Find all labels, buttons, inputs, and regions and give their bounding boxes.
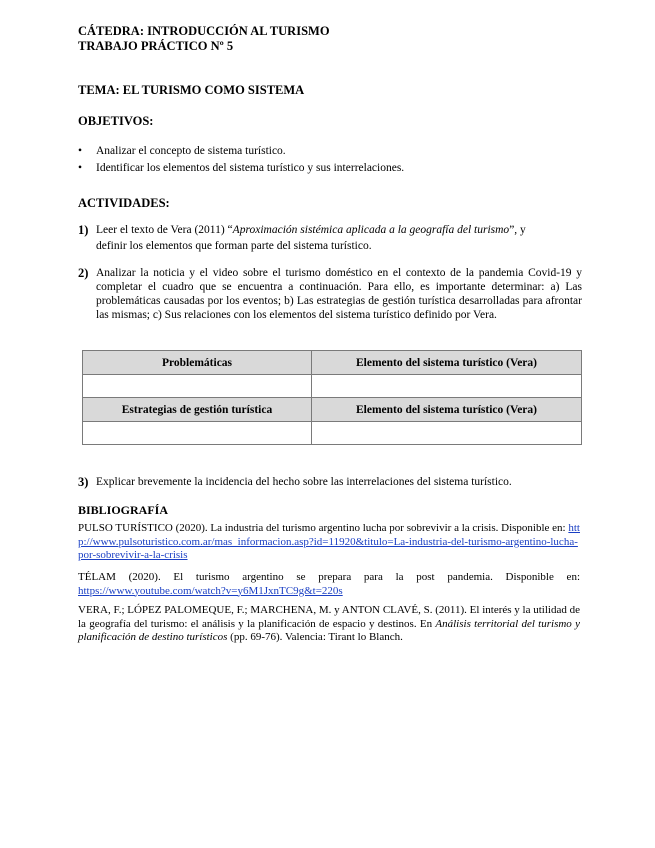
- table-header-cell: Estrategias de gestión turística: [83, 398, 312, 422]
- activity-1-line2: definir los elementos que forman parte del sistema turístico.: [96, 240, 372, 252]
- activity-3-text: Explicar brevemente la incidencia del hecho sobre las interrelaciones del sistema turístico.: [96, 476, 512, 488]
- table-empty-cell[interactable]: [312, 422, 582, 445]
- table-row: [83, 375, 582, 398]
- table-row: [83, 398, 582, 422]
- tema-heading: TEMA: EL TURISMO COMO SISTEMA: [78, 83, 305, 97]
- bibliografia-heading: BIBLIOGRAFÍA: [78, 503, 169, 517]
- reference-1-text: PULSO TURÍSTICO (2020). La industria del turismo argentino lucha por sobrevivir a la crisis. Disponible en:: [78, 522, 569, 534]
- reference-1: [78, 522, 580, 563]
- table-empty-cell[interactable]: [83, 375, 312, 398]
- activity-number: 2): [78, 266, 89, 280]
- activity-table: [82, 350, 582, 445]
- catedra-value: : INTRODUCCIÓN AL TURISMO: [139, 24, 330, 38]
- bullet-icon: •: [78, 145, 83, 157]
- table-empty-cell[interactable]: [312, 375, 582, 398]
- tp-title: TRABAJO PRÁCTICO Nº 5: [78, 39, 234, 53]
- activity-number: 1): [78, 223, 89, 237]
- reference-3-italic: Análisis territorial del turismo y planificación de destino turísticos: [78, 617, 580, 643]
- activity-3: [78, 475, 582, 489]
- activity-body: [96, 223, 582, 253]
- reference-2-text: TÉLAM (2020). El turismo argentino se prepara para la post pandemia. Disponible en:: [78, 571, 580, 583]
- list-item: [78, 143, 618, 160]
- activity-number: 3): [78, 475, 89, 489]
- list-item: [78, 160, 618, 177]
- objetivos-list: [78, 143, 618, 177]
- table-empty-cell[interactable]: [83, 422, 312, 445]
- bullet-icon: •: [78, 162, 83, 174]
- activity-1-title: Aproximación sistémica aplicada a la geografía del turismo: [232, 224, 510, 236]
- reference-3-end: (pp. 69-76). Valencia: Tirant lo Blanch.: [227, 631, 403, 643]
- table-header-cell: Problemáticas: [83, 351, 312, 375]
- catedra-label: CÁTEDRA: [78, 24, 140, 38]
- table-header-cell: Elemento del sistema turístico (Vera): [312, 351, 582, 375]
- objetivo-text: Identificar los elementos del sistema turístico y sus interrelaciones.: [96, 162, 405, 174]
- activity-1-post: ”, y: [509, 224, 526, 236]
- objetivos-heading: OBJETIVOS:: [78, 114, 154, 128]
- activity-2-text: Analizar la noticia y el video sobre el turismo doméstico en el contexto de la pandemia Covid-19 y completar el cuadro que se encuentra a continuación. Para ello, es importante determinar: a) Las problemáticas causadas por los eventos; b) Las estrategias de gestión turística desarrolladas para afrontar las mismas; c) Sus relaciones con los elementos del sistema turístico definido por Vera.: [96, 267, 582, 321]
- table-row: [83, 351, 582, 375]
- reference-1-link[interactable]: http://www.pulsoturistico.com.ar/mas_informacion.asp?id=11920&titulo=La-industria-del-turismo-argentino-lucha-por-sobrevivir-a-la-crisis: [78, 522, 580, 561]
- reference-3: [78, 604, 580, 645]
- activity-1-pre: Leer el texto de Vera (2011) “: [96, 224, 233, 236]
- reference-2-link[interactable]: https://www.youtube.com/watch?v=y6M1JxnTC9g&t=220s: [78, 584, 343, 597]
- activity-2: [78, 266, 582, 322]
- table-header-cell: Elemento del sistema turístico (Vera): [312, 398, 582, 422]
- catedra-line: [78, 24, 330, 39]
- reference-3-text: VERA, F.; LÓPEZ PALOMEQUE, F.; MARCHENA, M. y ANTON CLAVÉ, S. (2011). El interés y la utilidad de la geografía del turismo: el análisis y la planificación de espacio y destinos. En: [78, 604, 580, 630]
- table-row: [83, 422, 582, 445]
- reference-2: [78, 571, 580, 598]
- actividades-heading: ACTIVIDADES:: [78, 196, 170, 210]
- objetivo-text: Analizar el concepto de sistema turístico.: [96, 145, 286, 157]
- activity-1: [78, 223, 582, 253]
